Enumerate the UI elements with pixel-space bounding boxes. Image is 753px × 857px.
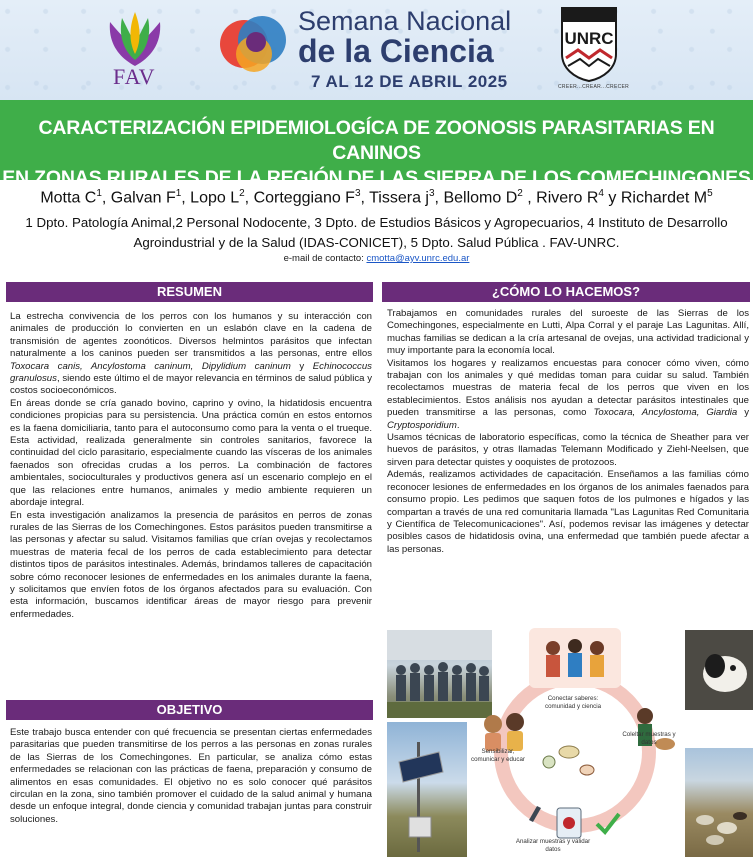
author-name: , Tissera j: [360, 189, 429, 207]
como-paragraph-3: Usamos técnicas de laboratorio específicas, como la técnica de Sheather para ver huevos de parásitos, y otras llamadas Telemann Modificado y Ziehl-Neelsen, que sirven para detectar quistes y ooquistes de protozoos.: [387, 432, 749, 468]
author-affil-ref: 1: [175, 188, 182, 199]
author-affil-ref: 3: [354, 188, 361, 199]
author-name: , Corteggiano F: [244, 189, 355, 207]
contact-email: [0, 253, 753, 264]
resumen-paragraph-3: En esta investigación analizamos la presencia de parásitos en perros de zonas rurales de las Sierras de los Comechingones. Estos parásitos pueden transmitirse a las personas y afectar su salud. Visitamos familias que crían ovejas y recolectamos muestras de materia fecal de los perros de cada establecimiento para detectar distintos tipos de parásitos intestinales. Además, brindamos talleres de capacitación sobre cómo reconocer lesiones de enfermedades en los animales durante la faena, y solicitamos que envíen fotos de los órganos afectados para su evaluación. Con esta información, buscamos identificar áreas de mayor riesgo para prevenir enfermedades.: [10, 509, 372, 620]
event-title-line1: Semana Nacional: [298, 6, 512, 36]
poster-title-line2: EN ZONAS RURALES DE LA REGIÓN DE LAS SIERRA DE LOS COMECHINGONES: [2, 167, 751, 189]
poster-title-line1: CARACTERIZACIÓN EPIDEMIOLOGÍCA DE ZOONOSIS PARASITARIAS EN CANINOS: [38, 117, 715, 164]
author-affil-ref: 2: [517, 188, 523, 199]
unrc-tagline: CREER...CREAR...CRECER: [558, 84, 630, 90]
community-illustration-icon: [529, 628, 621, 688]
author-affil-ref: 2: [239, 188, 245, 199]
solar-panel-icon: [387, 722, 467, 857]
author-affil-ref: 1: [96, 188, 102, 199]
author-affil-ref: 4: [598, 188, 604, 199]
como-paragraph-1: Trabajamos en comunidades rurales del suroeste de las Sierras de los Comechingones, especialmente en Lutti, Alpa Corral y el paraje Las Lagunitas. Allí, muchas familias se dedican a la cría artesanal de ovejas, una actividad tradicional y muy importante para la economía local.: [387, 308, 749, 357]
author-name: , Lopo L: [181, 189, 240, 207]
author-affil-ref: 5: [707, 188, 713, 199]
resumen-paragraph-1: La estrecha convivencia de los perros con los humanos y su interacción con animales de producción lo convierten en un eslabón clave en la cadena de transmisión de agentes zoonóticos. Diversos helmintos parásitos que infectan naturalmente a los caninos pueden ser transmitidos a las personas, entre ellos Toxocara canis, Ancylostoma caninum, Dipylidium caninum y Echinococcus granulosus, siendo este último el de mayor relevancia en términos de salud pública y costos socioeconómicos.: [10, 311, 372, 397]
objetivo-body: Este trabajo busca entender con qué frecuencia se presentan ciertas enfermedades parasitarias que pueden transmitirse de los perros a las personas en zonas rurales de las Sierras de los Comechingones. En particular, se analiza cómo estas enfermedades se relacionan con las prácticas de faena, preparación y consumo de alimentos en esas comunidades. El objetivo no es solo conocer qué parásitos circulan en la zona, sino también promover el cuidado de la salud animal y humana desde un enfoque integral, donde ciencia y comunidad trabajan juntas para construir soluciones.: [10, 727, 372, 825]
section-heading-resumen: RESUMEN: [6, 282, 373, 302]
parasite-eggs-icon: [543, 746, 594, 775]
cycle-step-analyze: Analizar muestras y validar datos: [515, 838, 591, 853]
solar-station-photo: [387, 722, 467, 857]
email-link[interactable]: cmotta@ayv.unrc.edu.ar: [366, 253, 470, 264]
como-paragraph-2: Visitamos los hogares y realizamos encuestas para conocer cómo viven, cómo trabajan con los animales y qué medidas toman para cuidar su salud. También recolectamos muestras de materia fecal de los perros que viven en los establecimientos. Estos análisis nos ayudan a detectar parásitos intestinales que pueden transmitirse a las personas, como Toxocara, Ancylostoma, Giardia y Cryptosporidium.: [387, 357, 750, 431]
author-list: [0, 188, 753, 207]
author-name: , Bellomo D: [434, 189, 518, 207]
flock-photo: [685, 748, 753, 857]
affiliations: 1 Dpto. Patología Animal,2 Personal Nodocente, 3 Dpto. de Estudios Básicos y Agropecuarios, 4 Instituto de Desarrollo Agroindustrial y de la Salud (IDAS-CONICET), 5 Dpto. Salud Pública . FAV-UNRC.: [25, 215, 728, 250]
dog-icon: [685, 630, 753, 710]
cycle-step-collect: Coleltar muestras y datos: [622, 731, 676, 746]
como-body: [387, 308, 749, 556]
author-name: y Richardet M: [603, 189, 708, 207]
como-paragraph-4: Además, realizamos actividades de capacitación. Enseñamos a las familias cómo reconocer lesiones de enfermedades en los órganos de los animales faenados para consumo propio. Les pedimos que saquen fotos de los pulmones e hígados y las compartan a través de una red comunitaria llamada "Las Lagunitas Red Comunitaria y Científica de Telecomunicaciones". Así, podemos revisar las imágenes y detectar posibles casos de hidatidosis ovina, una enfermedad que también puede afectar a las personas.: [387, 469, 749, 555]
author-name: , Rivero R: [522, 189, 599, 207]
author-affil-ref: 3: [428, 188, 435, 199]
speech-bubbles-icon: [218, 10, 288, 80]
methods-figure: [383, 620, 753, 857]
header-banner: [0, 0, 753, 100]
section-heading-objetivo: OBJETIVO: [6, 700, 373, 720]
resumen-paragraph-2: En áreas donde se cría ganado bovino, caprino y ovino, la hidatidosis encuentra condiciones propicias para su persistencia. Una práctica común en estos entornos es la faena domiciliaria, tanto para el autoconsumo como para la venta o el trueque. Esta actividad, realizada generalmente sin controles sanitarios, favorece la continuidad del ciclo parasitario, especialmente cuando las vísceras de los animales faenados son ofrecidas crudas a los perros. La combinación de factores ambientales, socioculturales y productivos genera así un escenario complejo en el que las relaciones entre humanos, animales y medio ambiente requieren un abordaje integral.: [10, 397, 372, 509]
fav-logo-text: FAV: [113, 64, 156, 89]
poster-title: [0, 100, 753, 189]
event-title-line2: de la Ciencia: [298, 33, 494, 69]
author-name: Motta C: [40, 189, 97, 207]
dog-photo: [685, 630, 753, 710]
unrc-logo-text: UNRC: [564, 29, 614, 48]
email-label: e-mail de contacto:: [283, 253, 367, 264]
sheep-icon: [685, 748, 753, 857]
event-dates: 7 AL 12 DE ABRIL 2025: [311, 72, 508, 91]
author-name: , Galvan F: [101, 189, 176, 207]
resumen-body: [10, 311, 372, 621]
section-heading-como: ¿CÓMO LO HACEMOS?: [382, 282, 750, 302]
cycle-step-sensitize: Sensibilizar, comunicar y educar: [471, 748, 525, 763]
cycle-step-connect: Conectar saberes: comunidad y ciencia: [544, 695, 602, 710]
unrc-shield-logo: [560, 6, 618, 82]
